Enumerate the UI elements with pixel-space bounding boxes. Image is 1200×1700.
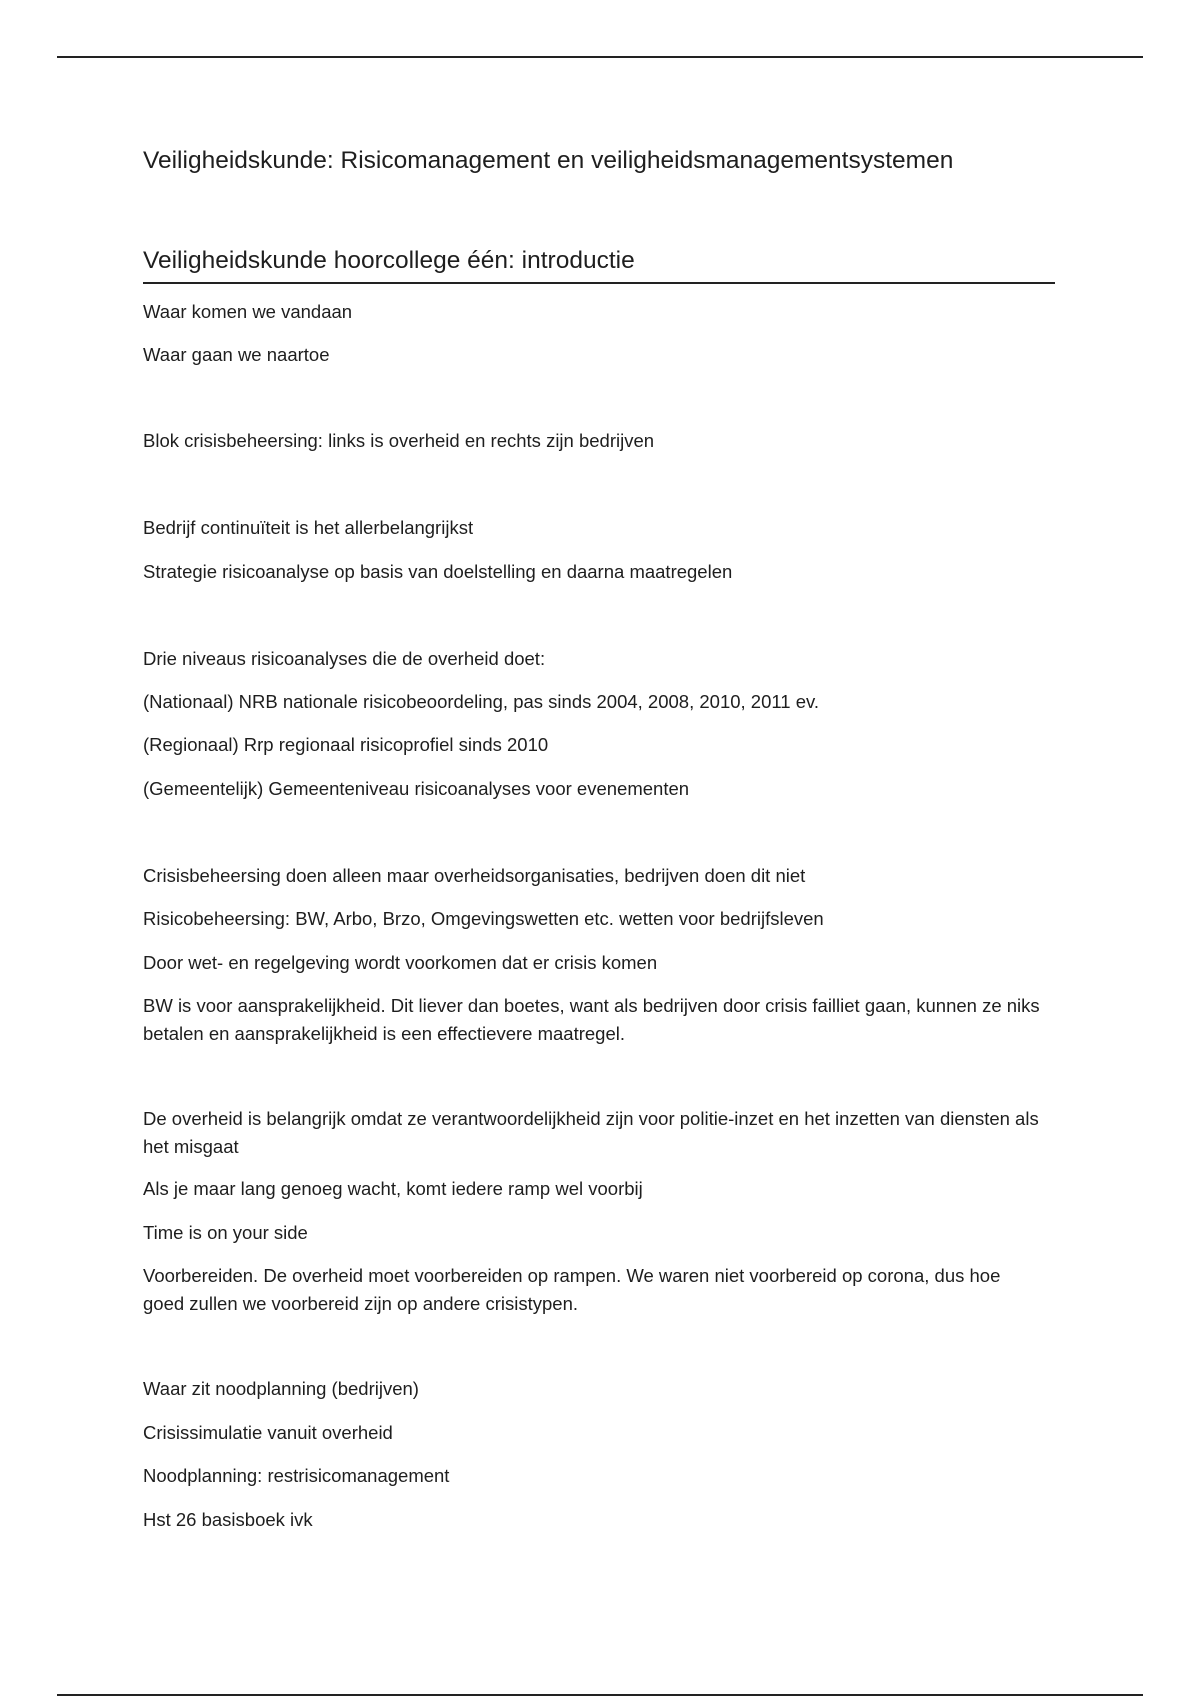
paragraph: Hst 26 basisboek ivk <box>143 1509 313 1530</box>
paragraph: Crisisbeheersing doen alleen maar overheidsorganisaties, bedrijven doen dit niet <box>143 865 806 886</box>
paragraph: Strategie risicoanalyse op basis van doelstelling en daarna maatregelen <box>143 561 733 582</box>
top-rule <box>57 56 1143 58</box>
paragraph: Bedrijf continuïteit is het allerbelangrijkst <box>143 517 474 538</box>
paragraph: Risicobeheersing: BW, Arbo, Brzo, Omgevingswetten etc. wetten voor bedrijfsleven <box>143 908 824 929</box>
paragraph: Blok crisisbeheersing: links is overheid en rechts zijn bedrijven <box>143 430 655 451</box>
section-heading: Veiligheidskunde hoorcollege één: introductie <box>143 246 1055 284</box>
paragraph: (Gemeentelijk) Gemeenteniveau risicoanalyses voor evenementen <box>143 778 690 799</box>
paragraph: Drie niveaus risicoanalyses die de overheid doet: <box>143 648 546 669</box>
paragraph: Waar gaan we naartoe <box>143 344 330 365</box>
paragraph: Waar komen we vandaan <box>143 301 353 322</box>
paragraph: (Regionaal) Rrp regionaal risicoprofiel sinds 2010 <box>143 734 549 755</box>
paragraph: BW is voor aansprakelijkheid. Dit liever dan boetes, want als bedrijven door crisis failliet gaan, kunnen ze niks betalen en aansprakelijkheid is een effectievere maatregel. <box>143 995 1040 1044</box>
paragraph: De overheid is belangrijk omdat ze verantwoordelijkheid zijn voor politie-inzet en het inzetten van diensten als het misgaat <box>143 1108 1039 1157</box>
paragraph: Noodplanning: restrisicomanagement <box>143 1465 450 1486</box>
bottom-rule <box>57 1694 1143 1696</box>
paragraph: Crisissimulatie vanuit overheid <box>143 1422 393 1443</box>
paragraph: (Nationaal) NRB nationale risicobeoordeling, pas sinds 2004, 2008, 2010, 2011 ev. <box>143 691 820 712</box>
document-title: Veiligheidskunde: Risicomanagement en veiligheidsmanagementsystemen <box>143 147 954 174</box>
paragraph: Voorbereiden. De overheid moet voorbereiden op rampen. We waren niet voorbereid op corona, dus hoe goed zullen we voorbereid zijn op andere crisistypen. <box>143 1265 1001 1314</box>
paragraph: Waar zit noodplanning (bedrijven) <box>143 1378 419 1399</box>
paragraph: Time is on your side <box>143 1222 308 1243</box>
paragraph: Door wet- en regelgeving wordt voorkomen dat er crisis komen <box>143 952 658 973</box>
paragraph: Als je maar lang genoeg wacht, komt iedere ramp wel voorbij <box>143 1178 643 1199</box>
